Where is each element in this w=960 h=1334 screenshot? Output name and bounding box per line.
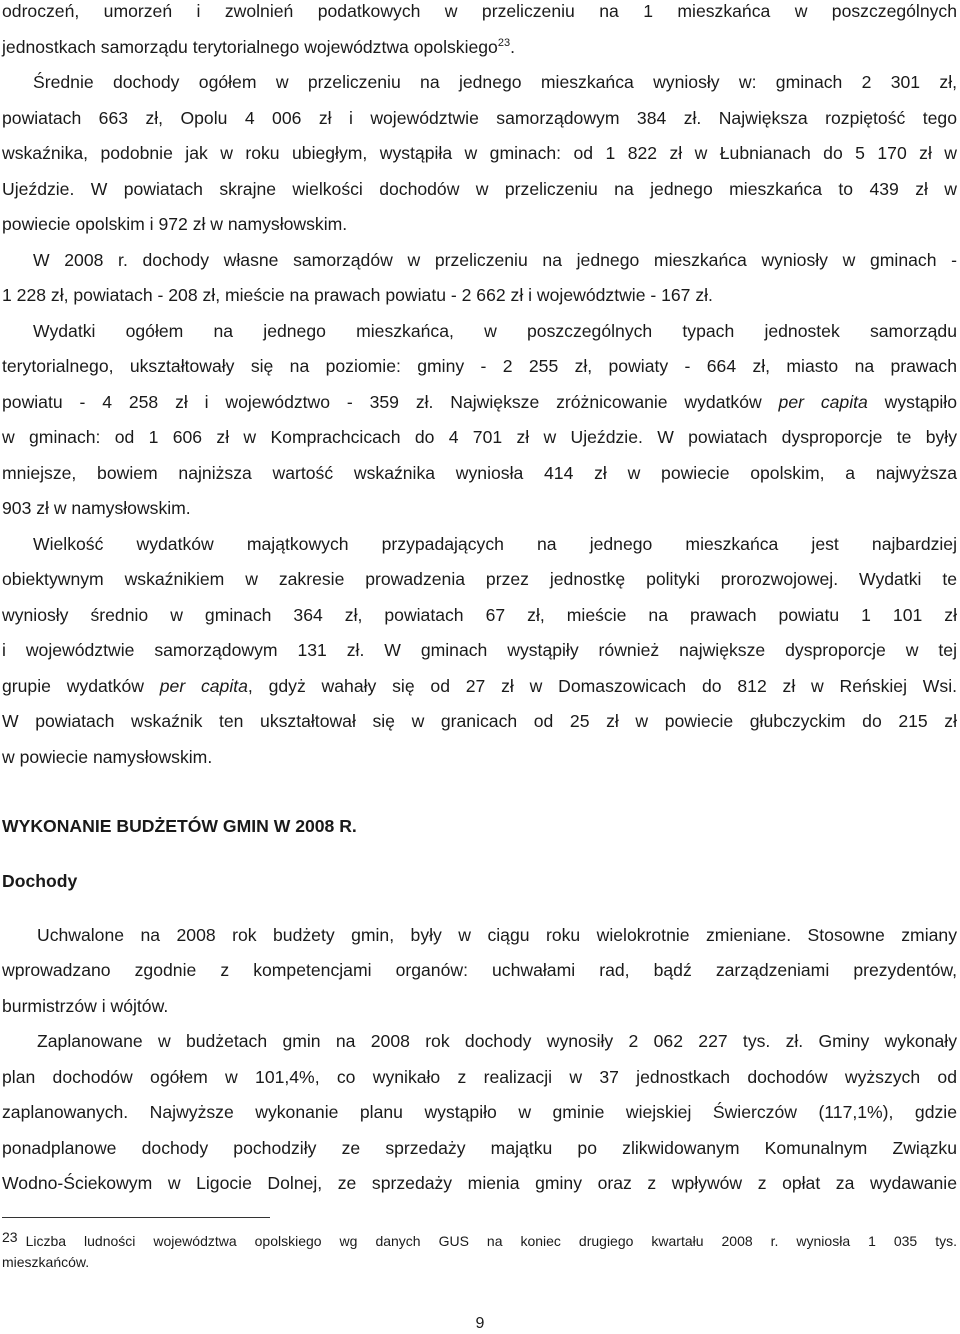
text-line: i województwie samorządowym 131 zł. W gminach wystąpiły również największe dysproporcje w tej <box>2 640 957 660</box>
text-line: wskaźnika, podobnie jak w roku ubiegłym, wystąpiła w gminach: od 1 822 zł w Łubnianach do 5 170 zł w <box>2 143 957 163</box>
text-line: wprowadzano zgodnie z kompetencjami organów: uchwałami rad, bądź zarządzeniami prezydentów, <box>2 960 957 980</box>
text-line: Zaplanowane w budżetach gmin na 2008 rok dochody wynosiły 2 062 227 tys. zł. Gminy wykonały <box>37 1031 957 1051</box>
footnote-continuation: mieszkańców. <box>2 1254 90 1270</box>
text-span: grupie wydatków <box>2 676 160 696</box>
text-line <box>2 36 957 58</box>
page-number: 9 <box>475 1315 485 1332</box>
text-line: powiecie opolskim i 972 zł w namysłowskim. <box>2 214 348 234</box>
text-span: . <box>510 37 515 57</box>
text-line <box>2 391 957 413</box>
text-line: burmistrzów i wójtów. <box>2 996 169 1016</box>
text-span: , gdyż wahały się od 27 zł w Domaszowicach do 812 zł w Reńskiej Wsi. <box>247 676 957 696</box>
text-line: odroczeń, umorzeń i zwolnień podatkowych w przeliczeniu na 1 mieszkańca w poszczególnych <box>2 1 957 21</box>
section-heading: WYKONANIE BUDŻETÓW GMIN W 2008 R. <box>2 816 357 836</box>
text-line: zaplanowanych. Najwyższe wykonanie planu wystąpiło w gminie wiejskiej Świerczów (117,1%), gdzie <box>2 1102 957 1122</box>
text-line: wyniosły średnio w gminach 364 zł, powiatach 67 zł, mieście na prawach powiatu 1 101 zł <box>2 605 957 625</box>
text-line: w powiecie namysłowskim. <box>2 747 213 767</box>
text-line: W powiatach wskaźnik ten ukształtował się w granicach od 25 zł w powiecie głubczyckim do 215 zł <box>2 711 957 731</box>
text-line: mniejsze, bowiem najniższa wartość wskaźnika wyniosła 414 zł w powiecie opolskim, a najwyższa <box>2 463 957 483</box>
footnote <box>2 1229 957 1250</box>
text-line: 1 228 zł, powiatach - 208 zł, mieście na prawach powiatu - 2 662 zł i województwie - 167 zł. <box>2 285 713 305</box>
footnote-text: Liczba ludności województwa opolskiego wg danych GUS na koniec drugiego kwartału 2008 r. wyniosła 1 035 tys. <box>25 1233 957 1249</box>
text-span: wystąpiło <box>867 392 957 412</box>
text-line: plan dochodów ogółem w 101,4%, co wynikało z realizacji w 37 jednostkach dochodów wyższych od <box>2 1067 957 1087</box>
text-line: Wielkość wydatków majątkowych przypadających na jednego mieszkańca jest najbardziej <box>33 534 957 554</box>
text-line: 903 zł w namysłowskim. <box>2 498 191 518</box>
text-line: w gminach: od 1 606 zł w Komprachcicach do 4 701 zł w Ujeździe. W powiatach dysproporcje te były <box>2 427 957 447</box>
text-line: Wydatki ogółem na jednego mieszkańca, w poszczególnych typach jednostek samorządu <box>33 321 957 341</box>
text-line: Uchwalone na 2008 rok budżety gmin, były w ciągu roku wielokrotnie zmieniane. Stosowne zmiany <box>37 925 957 945</box>
text-line: ponadplanowe dochody pochodziły ze sprzedaży majątku po zlikwidowanym Komunalnym Związku <box>2 1138 957 1158</box>
text-line: Ujeździe. W powiatach skrajne wielkości dochodów w przeliczeniu na jednego mieszkańca to 439 zł w <box>2 179 957 199</box>
text-line <box>2 675 957 697</box>
text-line: obiektywnym wskaźnikiem w zakresie prowadzenia przez jednostkę polityki prorozwojowej. Wydatki te <box>2 569 957 589</box>
text-line: Wodno-Ściekowym w Ligocie Dolnej, ze sprzedaży mienia gminy oraz z wpływów z opłat za wydawanie <box>2 1173 957 1193</box>
text-span: jednostkach samorządu terytorialnego województwa opolskiego <box>2 37 498 57</box>
text-line: W 2008 r. dochody własne samorządów w przeliczeniu na jednego mieszkańca wyniosły w gminach - <box>33 250 957 270</box>
text-span: powiatu - 4 258 zł i województwo - 359 zł. Największe zróżnicowanie wydatków <box>2 392 779 412</box>
text-line: powiatach 663 zł, Opolu 4 006 zł i województwie samorządowym 384 zł. Największa rozpiętość tego <box>2 108 957 128</box>
footnote-reference[interactable]: 23 <box>497 37 511 49</box>
text-line: terytorialnego, ukształtowały się na poziomie: gminy - 2 255 zł, powiaty - 664 zł, miasto na prawach <box>2 356 957 376</box>
text-line: Średnie dochody ogółem w przeliczeniu na jednego mieszkańca wyniosły w: gminach 2 301 zł, <box>33 72 957 92</box>
footnote-separator <box>2 1217 270 1218</box>
footnote-number: 23 <box>2 1229 18 1245</box>
subsection-heading: Dochody <box>2 871 78 891</box>
italic-term: per capita <box>778 392 868 412</box>
italic-term: per capita <box>159 676 248 696</box>
